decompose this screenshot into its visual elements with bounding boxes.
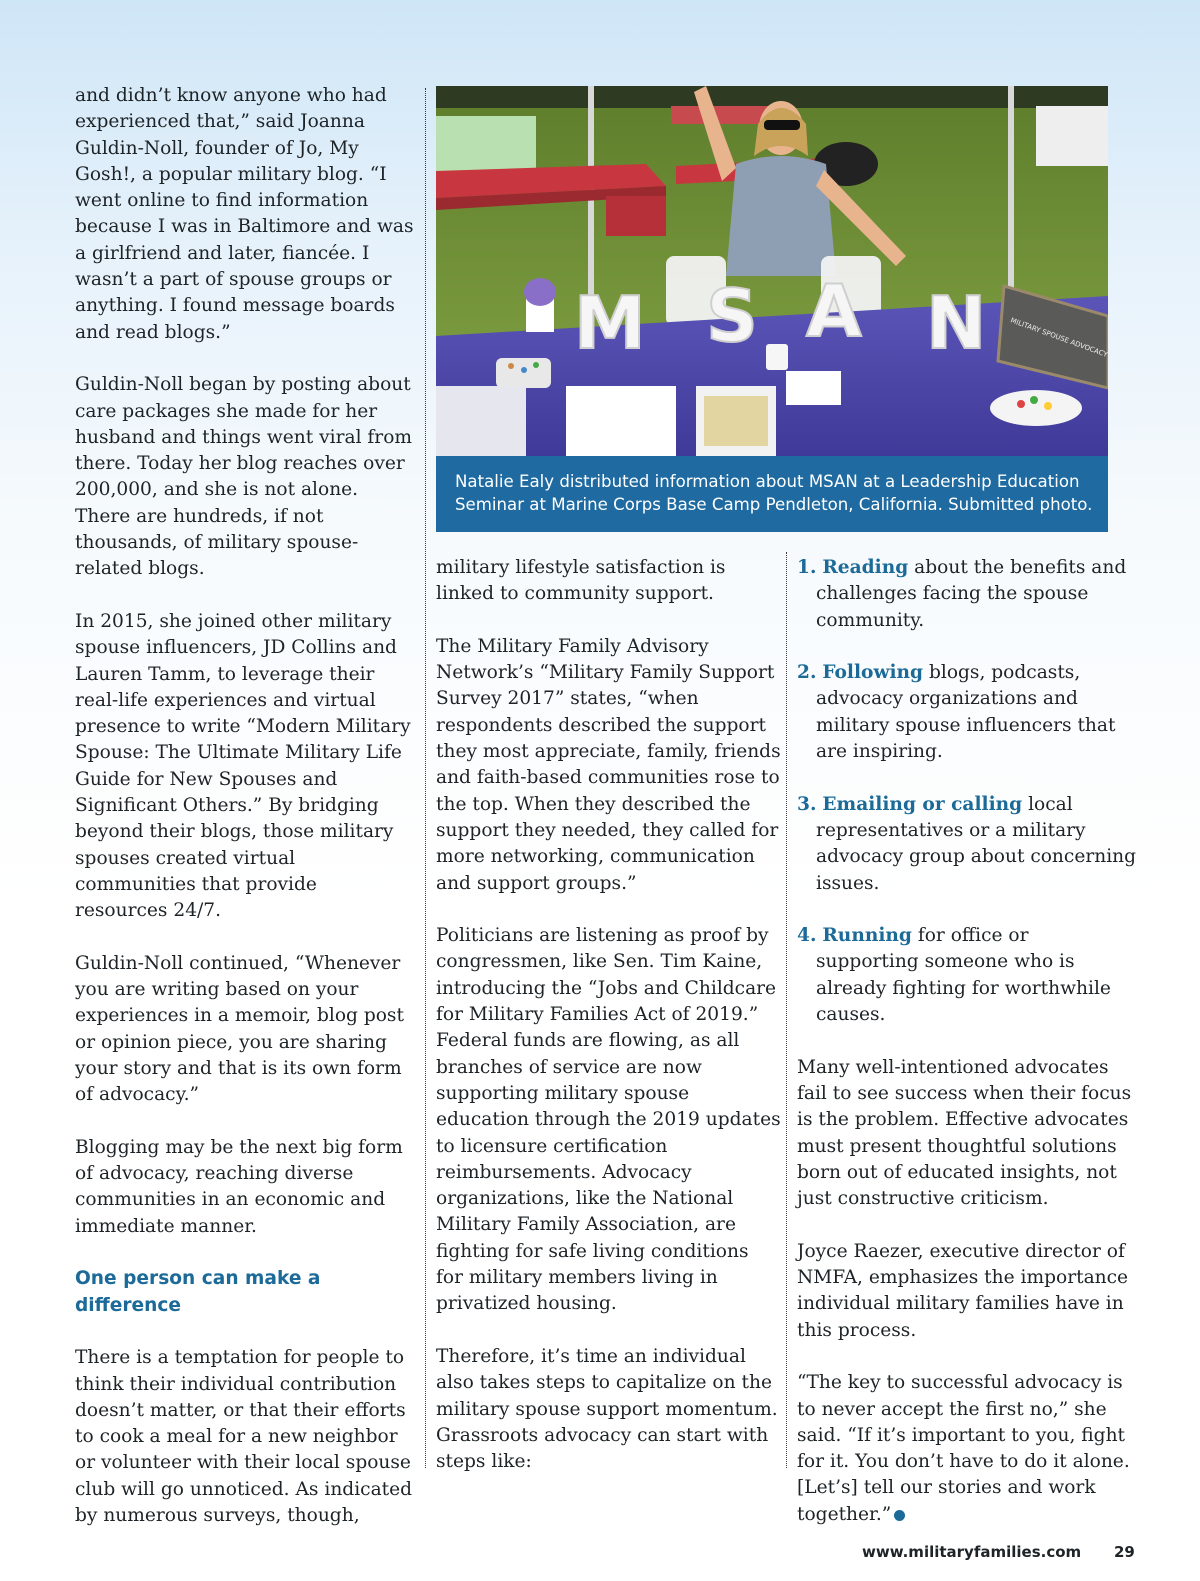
paragraph: Many well-intentioned advocates fail to see success when their focus is the problem. Effective advocates must present thoughtful solutions born out of educated insights, not just constructive criticism. bbox=[797, 1056, 1132, 1210]
list-item bbox=[797, 923, 1137, 1028]
list-text: local representatives or a military advocacy group about concerning issues. bbox=[816, 793, 1137, 894]
paragraph: and didn’t know anyone who had experienced that,” said Joanna Guldin-Noll, founder of Jo, My Gosh!, a popular military blog. “I went online to find information because I was in Baltimore and was a girlfriend and later, fiancée. I wasn’t a part of spouse groups or anything. I found message boards and read blogs.” bbox=[75, 85, 414, 343]
paragraph: In 2015, she joined other military spouse influencers, JD Collins and Lauren Tamm, to leverage their real-life experiences and virtual presence to write “Modern Military Spouse: The Ultimate Military Life Guide for New Spouses and Significant Others.” By bridging beyond their blogs, those military spouses created virtual communities that provide resources 24/7. bbox=[75, 610, 411, 922]
list-keyword: Emailing or calling bbox=[822, 793, 1023, 815]
list-number: 2. bbox=[797, 662, 817, 684]
list-item bbox=[797, 555, 1137, 634]
paragraph: Guldin-Noll continued, “Whenever you are writing based on your experiences in a memoir, blog post or opinion piece, you are sharing your story and that is its own form of advocacy.” bbox=[75, 952, 404, 1106]
paragraph: Blogging may be the next big form of advocacy, reaching diverse communities in an economic and immediate manner. bbox=[75, 1136, 403, 1237]
list-number: 3. bbox=[797, 793, 817, 815]
list-text: for office or supporting someone who is already fighting for worthwhile causes. bbox=[816, 925, 1111, 1026]
column-divider bbox=[786, 552, 787, 1468]
paragraph: Politicians are listening as proof by congressmen, like Sen. Tim Kaine, introducing the “Jobs and Childcare for Military Families Act of 2019.” Federal funds are flowing, as all branches of service are now supporting military spouse education through the 2019 updates to licensure certification reimbursements. Advocacy organizations, like the National Military Family Association, are fighting for safe living conditions for military members living in privatized housing. bbox=[436, 925, 781, 1315]
section-heading: One person can make a difference bbox=[75, 1268, 321, 1316]
paragraph: Therefore, it’s time an individual also takes steps to capitalize on the military spouse support momentum. Grassroots advocacy can start with steps like: bbox=[436, 1345, 778, 1473]
page-number: 29 bbox=[1114, 1543, 1135, 1561]
list-text: blogs, podcasts, advocacy organizations and military spouse influencers that are inspiring. bbox=[816, 662, 1116, 763]
list-text: about the benefits and challenges facing the spouse community. bbox=[816, 557, 1127, 631]
list-keyword: Reading bbox=[822, 557, 909, 578]
photo-letter: M bbox=[574, 281, 646, 365]
event-photo bbox=[436, 86, 1108, 456]
paragraph: Joyce Raezer, executive director of NMFA, emphasizes the importance individual military families have in this process. bbox=[797, 1240, 1129, 1341]
paragraph-text: “The key to successful advocacy is to never accept the first no,” she said. “If it’s important to you, fight for it. You don’t have to do it alone. [Let’s] tell our stories and work together.” bbox=[797, 1372, 1130, 1525]
article-column-2 bbox=[436, 555, 781, 1475]
article-column-1 bbox=[75, 83, 415, 1529]
end-mark-icon bbox=[894, 1510, 905, 1521]
photo-illustration bbox=[436, 86, 1108, 456]
list-number: 1. bbox=[797, 557, 817, 578]
list-item bbox=[797, 660, 1137, 765]
list-keyword: Running bbox=[822, 925, 912, 947]
list-number: 4. bbox=[797, 925, 817, 947]
list-keyword: Following bbox=[822, 662, 924, 684]
photo-caption: Natalie Ealy distributed information about MSAN at a Leadership Education Seminar at Marine Corps Base Camp Pendleton, California. Submitted photo. bbox=[436, 456, 1108, 532]
photo-letter: S bbox=[706, 274, 758, 358]
paragraph: There is a temptation for people to think their individual contribution doesn’t matter, or that their efforts to cook a meal for a new neighbor or volunteer with their local spouse club will go unnoticed. As indicated by numerous surveys, though, bbox=[75, 1347, 413, 1527]
photo-letter: A bbox=[806, 269, 862, 353]
column-divider bbox=[425, 88, 426, 1468]
article-column-3 bbox=[797, 555, 1137, 1528]
paragraph: Guldin-Noll began by posting about care packages she made for her husband and things went viral from there. Today her blog reaches over 200,000, and she is not alone. There are hundreds, if not thousands, of military spouse-related blogs. bbox=[75, 374, 413, 580]
closing-paragraph bbox=[797, 1370, 1137, 1528]
paragraph: The Military Family Advisory Network’s “Military Family Support Survey 2017” states, “when respondents described the support they most appreciate, family, friends and faith-based communities rose to the top. When they described the support they needed, they called for more networking, communication and support groups.” bbox=[436, 635, 781, 894]
photo-letter: N bbox=[926, 281, 987, 365]
list-item bbox=[797, 792, 1137, 897]
paragraph: military lifestyle satisfaction is linked to community support. bbox=[436, 557, 726, 605]
footer-url: www.militaryfamilies.com bbox=[862, 1543, 1082, 1561]
